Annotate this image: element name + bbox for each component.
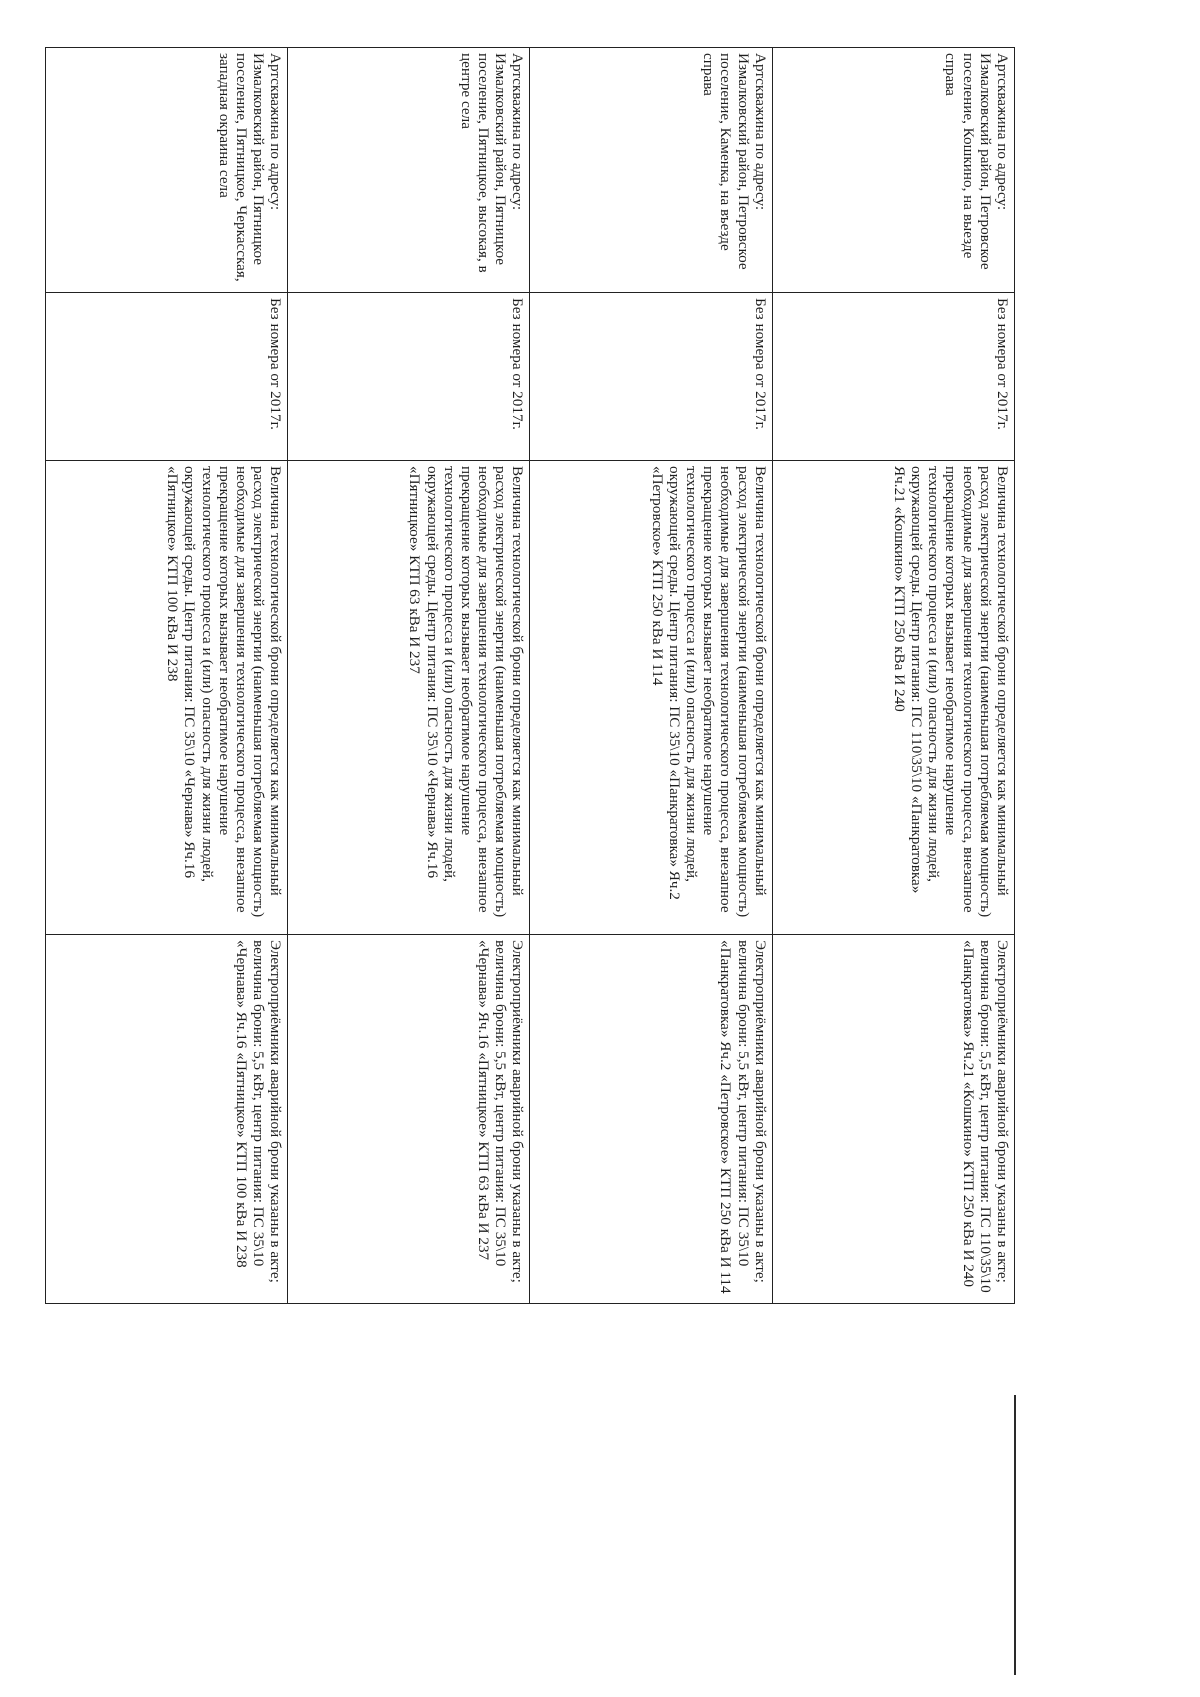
- emergency-cell: Электроприёмники аварийной брони указаны в акте; величина брони: 5,5 кВт, центр питания: ПС 35\10 «Панкратовка» Яч.2 «Петровское» КТП 250 кВа И 114: [530, 935, 772, 1304]
- address-cell: Артскважина по адресу: Измалковский район, Пятницкое поселение, Пятницкое, высокая, в центре села: [288, 48, 530, 293]
- table-row: [288, 48, 530, 1304]
- description-cell: Величина технологической брони определяется как минимальный расход электрической энергии (наименьшая потребляемая мощность) необходимые для завершения технологического процесса, внезапное прекращение которых вызывает необратимое нарушение технологического процесса и (или) опасность для жизни людей, окружающей среды. Центр питания: ПС 35\10 «Панкратовка» Яч.2 «Петровское» КТП 250 кВа И 114: [530, 461, 772, 935]
- rotated-table-container: [45, 47, 1015, 1303]
- table-row: [46, 48, 288, 1304]
- table-row: [772, 48, 1014, 1304]
- act-cell: Без номера от 2017г.: [288, 293, 530, 461]
- emergency-cell: Электроприёмники аварийной брони указаны в акте; величина брони: 5,5 кВт, центр питания: ПС 110\35\10 «Панкратовка» Яч.21 «Кошкино» КТП 250 кВа И 240: [772, 935, 1014, 1304]
- address-cell: Артскважина по адресу: Измалковский район, Петровское поселение, Каменка, на въезде справа: [530, 48, 772, 293]
- description-cell: Величина технологической брони определяется как минимальный расход электрической энергии (наименьшая потребляемая мощность) необходимые для завершения технологического процесса, внезапное прекращение которых вызывает необратимое нарушение технологического процесса и (или) опасность для жизни людей, окружающей среды. Центр питания: ПС 110\35\10 «Панкратовка» Яч.21 «Кошкино» КТП 250 кВа И 240: [772, 461, 1014, 935]
- signature-line: [1014, 1395, 1016, 1675]
- act-cell: Без номера от 2017г.: [772, 293, 1014, 461]
- description-cell: Величина технологической брони определяется как минимальный расход электрической энергии (наименьшая потребляемая мощность) необходимые для завершения технологического процесса, внезапное прекращение которых вызывает необратимое нарушение технологического процесса и (или) опасность для жизни людей, окружающей среды. Центр питания: ПС 35\10 «Чернава» Яч.16 «Пятницкое» КТП 63 кВа И 237: [288, 461, 530, 935]
- act-cell: Без номера от 2017г.: [530, 293, 772, 461]
- address-cell: Артскважина по адресу: Измалковский район, Петровское поселение, Кошкино, на выезде справа: [772, 48, 1014, 293]
- emergency-cell: Электроприёмники аварийной брони указаны в акте; величина брони: 5,5 кВт, центр питания: ПС 35\10 «Чернава» Яч.16 «Пятницкое» КТП 100 кВа И 238: [46, 935, 288, 1304]
- emergency-cell: Электроприёмники аварийной брони указаны в акте; величина брони: 5,5 кВт, центр питания: ПС 35\10 «Чернава» Яч.16 «Пятницкое» КТП 63 кВа И 237: [288, 935, 530, 1304]
- table-row: [530, 48, 772, 1304]
- address-cell: Артскважина по адресу: Измалковский район, Пятницкое поселение, Пятницкое, Черкасская, западная окраина села: [46, 48, 288, 293]
- act-cell: Без номера от 2017г.: [46, 293, 288, 461]
- reservation-table: [45, 47, 1015, 1304]
- description-cell: Величина технологической брони определяется как минимальный расход электрической энергии (наименьшая потребляемая мощность) необходимые для завершения технологического процесса, внезапное прекращение которых вызывает необратимое нарушение технологического процесса и (или) опасность для жизни людей, окружающей среды. Центр питания: ПС 35\10 «Чернава» Яч.16 «Пятницкое» КТП 100 кВа И 238: [46, 461, 288, 935]
